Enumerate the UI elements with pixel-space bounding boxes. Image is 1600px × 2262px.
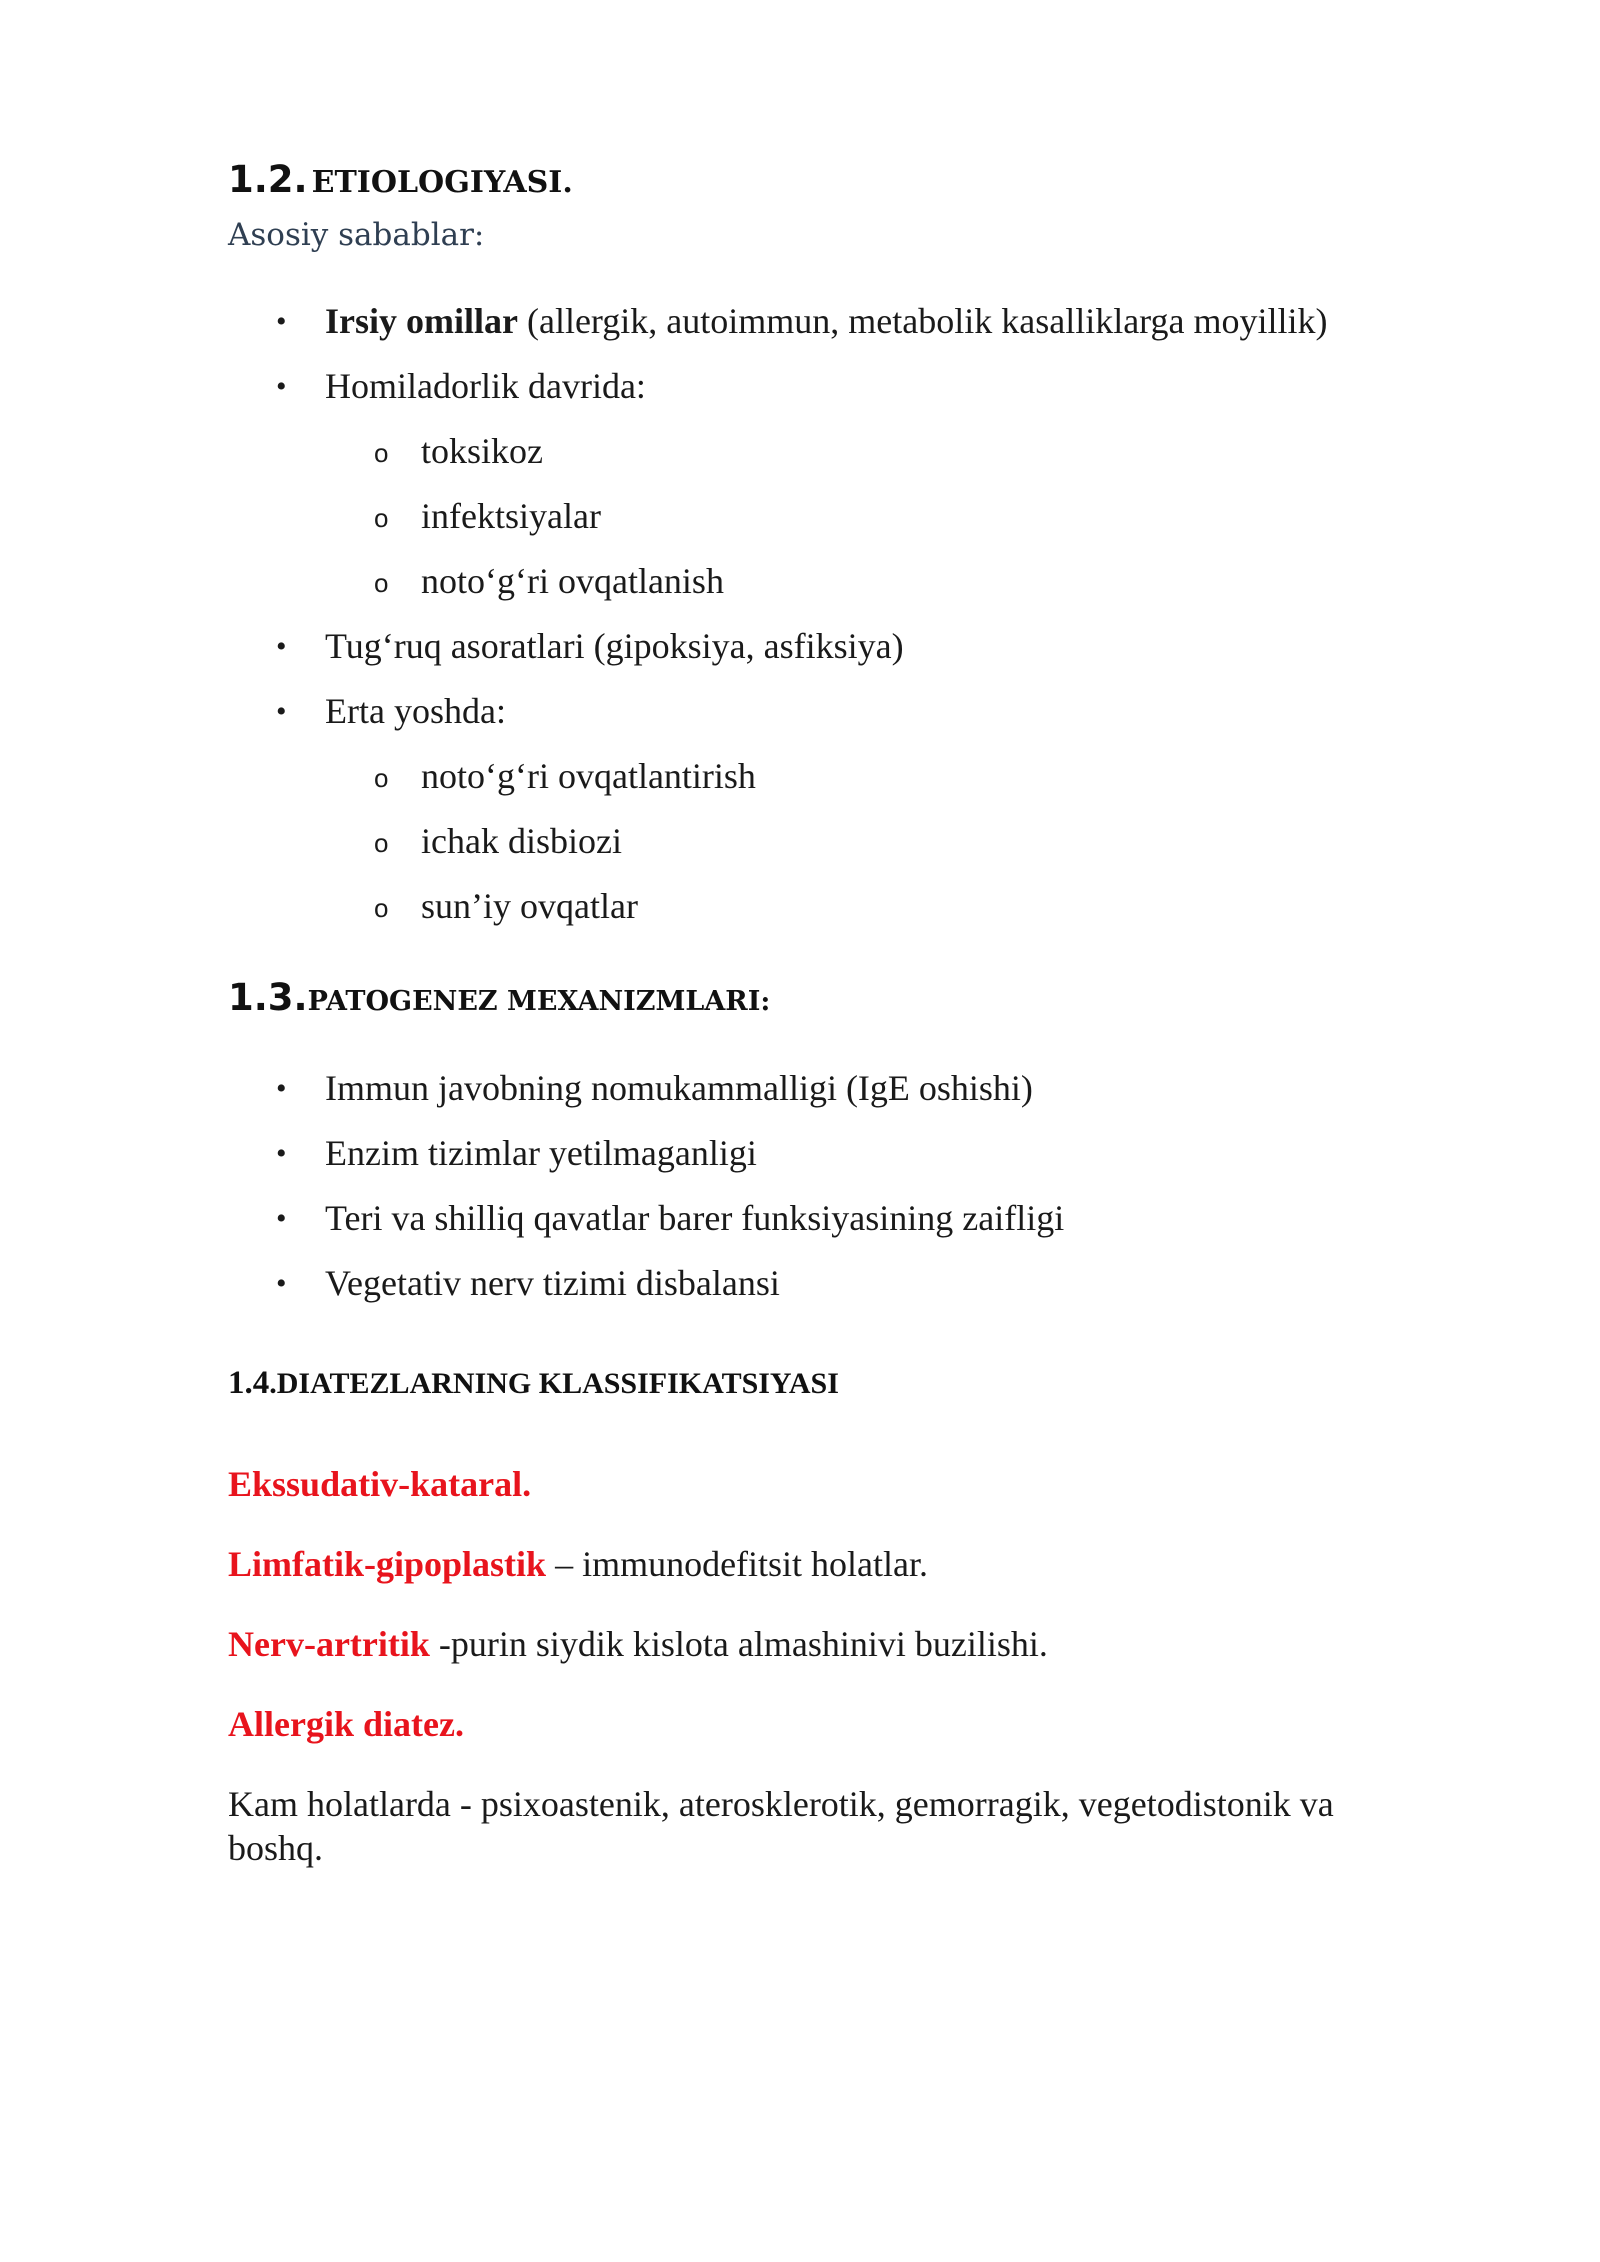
diathesis-type-desc: -purin siydik kislota almashinivi buzilishi. [429, 1624, 1048, 1664]
classification-note: Kam holatlarda - psixoastenik, aterosklerotik, gemorragik, vegetodistonik va boshq. [228, 1784, 1334, 1868]
list-item [228, 1056, 1408, 1121]
pathogenesis-list [228, 1056, 1408, 1316]
etiology-list [228, 289, 1408, 939]
diathesis-type [228, 1542, 1408, 1586]
sub-list [325, 744, 1408, 939]
circle-bullet-icon: o [374, 893, 389, 923]
document-content [228, 150, 1408, 1870]
sub-list-item-text: ichak disbiozi [421, 821, 622, 861]
circle-bullet-icon: o [374, 763, 389, 793]
bullet-icon: • [276, 305, 287, 338]
diathesis-type [228, 1462, 1408, 1506]
sub-list-item-text: infektsiyalar [421, 496, 601, 536]
list-item-text: Tug‘ruq asoratlari (gipoksiya, asfiksiya) [325, 626, 904, 666]
diathesis-type [228, 1622, 1408, 1666]
list-item [228, 1251, 1408, 1316]
circle-bullet-icon: o [374, 503, 389, 533]
sub-list-item-text: noto‘g‘ri ovqatlanish [421, 561, 724, 601]
section-subtitle: Asosiy sabablar: [228, 217, 485, 253]
bullet-icon: • [276, 1202, 287, 1235]
list-item-text: Vegetativ nerv tizimi disbalansi [325, 1263, 780, 1303]
list-item-bold: Irsiy omillar [325, 301, 518, 341]
section-heading-etiologiyasi [228, 155, 1408, 213]
section-number: 1.4 [228, 1365, 270, 1401]
sub-list-item [228, 419, 1408, 484]
section-title: ETIOLOGIYASI. [311, 165, 573, 200]
list-item [228, 354, 1408, 614]
sub-list [325, 419, 1408, 614]
sub-list-item [228, 874, 1408, 939]
list-item [228, 1121, 1408, 1186]
sub-list-item-text: noto‘g‘ri ovqatlantirish [421, 756, 756, 796]
section-heading-patogenez [228, 973, 1408, 1031]
list-item [228, 1186, 1408, 1251]
section-title: .DIATEZLARNING KLASSIFIKATSIYASI [269, 1367, 839, 1400]
list-item [228, 614, 1408, 679]
diathesis-type-name: Limfatik-gipoplastik [228, 1544, 547, 1584]
sub-list-item [228, 484, 1408, 549]
bullet-icon: • [276, 370, 287, 403]
bullet-icon: • [276, 630, 287, 663]
circle-bullet-icon: o [374, 828, 389, 858]
list-item-text: Immun javobning nomukammalligi (IgE oshishi) [325, 1068, 1033, 1108]
section-heading-klassifikatsiya [228, 1358, 1408, 1414]
sub-list-item [228, 549, 1408, 614]
bullet-icon: • [276, 1267, 287, 1300]
bullet-icon: • [276, 695, 287, 728]
circle-bullet-icon: o [374, 568, 389, 598]
list-item-text: Erta yoshda: [325, 691, 506, 731]
section-number: 1.2. [228, 158, 308, 201]
section-title: PATOGENEZ MEXANIZMLARI: [307, 986, 771, 1017]
circle-bullet-icon: o [374, 438, 389, 468]
diathesis-type-desc: – immunodefitsit holatlar. [546, 1544, 929, 1584]
diathesis-type-name: Allergik diatez. [228, 1704, 464, 1744]
bullet-icon: • [276, 1137, 287, 1170]
list-item [228, 679, 1408, 939]
sub-list-item [228, 809, 1408, 874]
section-number: 1.3. [228, 976, 308, 1019]
list-item-text: Homiladorlik davrida: [325, 366, 646, 406]
sub-list-item-text: sun’iy ovqatlar [421, 886, 638, 926]
bullet-icon: • [276, 1072, 287, 1105]
sub-list-item-text: toksikoz [421, 431, 543, 471]
sub-list-item [228, 744, 1408, 809]
list-item [228, 289, 1408, 354]
list-item-text: Teri va shilliq qavatlar barer funksiyasining zaifligi [325, 1198, 1065, 1238]
list-item-text: (allergik, autoimmun, metabolik kasalliklarga moyillik) [517, 301, 1328, 341]
diathesis-type [228, 1702, 1408, 1746]
diathesis-type-name: Ekssudativ-kataral. [228, 1464, 532, 1504]
diathesis-type-name: Nerv-artritik [228, 1624, 430, 1664]
list-item-text: Enzim tizimlar yetilmaganligi [325, 1133, 757, 1173]
